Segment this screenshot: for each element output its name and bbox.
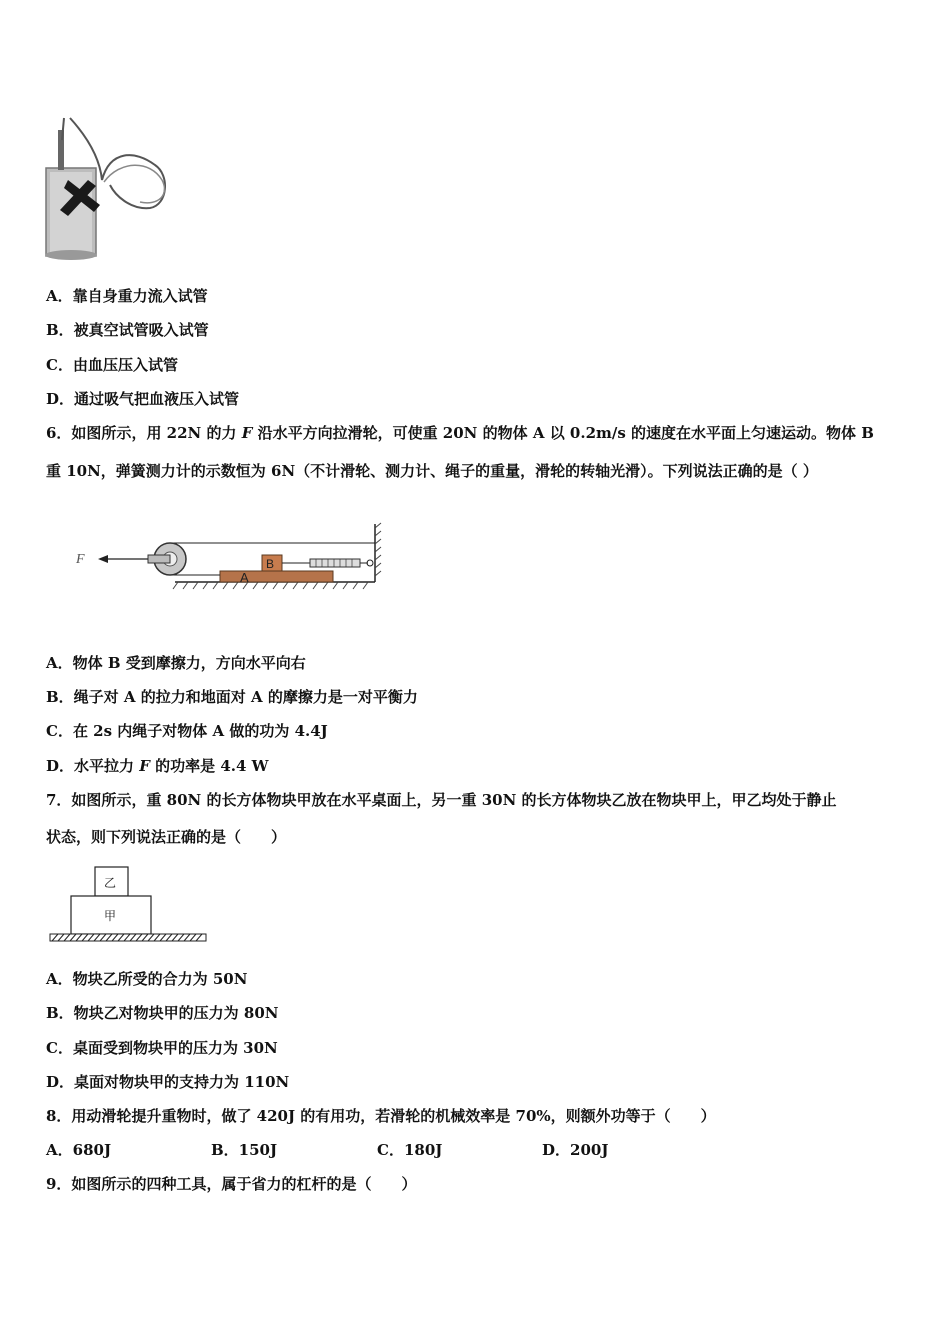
q6-stem-line1: 6．如图所示，用 22N 的力 F 沿水平方向拉滑轮，可使重 20N 的物体 A 以 0.2m/s 的速度在水平面上匀速运动。物体 B (46, 424, 874, 442)
q6-stem-line2: 重 10N，弹簧测力计的示数恒为 6N（不计滑轮、测力计、绳子的重量，滑轮的转轴光滑）。下列说法正确的是（ ） (46, 462, 818, 480)
force-f-label: F (76, 552, 85, 567)
q6-option-b: B．绳子对 A 的拉力和地面对 A 的摩擦力是一对平衡力 (46, 688, 418, 706)
pulley-figure (70, 520, 390, 595)
block-a (220, 571, 333, 582)
blood-tube-figure (40, 110, 180, 260)
q5-option-b: B．被真空试管吸入试管 (46, 321, 209, 339)
q7-stem-line2: 状态，则下列说法正确的是（ ） (46, 828, 287, 846)
q9-stem: 9．如图所示的四种工具，属于省力的杠杆的是（ ） (46, 1175, 417, 1193)
q7-option-a: A．物块乙所受的合力为 50N (46, 970, 248, 988)
q8-option-c: C．180J (377, 1141, 443, 1159)
block-jia-label: 甲 (104, 909, 117, 923)
block-a-label: A (240, 570, 249, 585)
q6-option-c: C．在 2s 内绳子对物体 A 做的功为 4.4J (46, 722, 328, 740)
q6-option-a: A．物体 B 受到摩擦力，方向水平向右 (46, 654, 306, 672)
q8-option-a: A．680J (46, 1141, 112, 1159)
q5-option-c: C．由血压压入试管 (46, 356, 178, 374)
stacked-blocks-figure (46, 862, 211, 947)
q7-stem-line1: 7．如图所示，重 80N 的长方体物块甲放在水平桌面上，另一重 30N 的长方体物块乙放在物块甲上，甲乙均处于静止 (46, 791, 837, 809)
block-yi-label: 乙 (104, 876, 117, 890)
q5-option-a: A．靠自身重力流入试管 (46, 287, 208, 305)
block-b-label: B (266, 557, 275, 571)
q7-option-d: D．桌面对物块甲的支持力为 110N (46, 1073, 290, 1091)
q7-option-b: B．物块乙对物块甲的压力为 80N (46, 1004, 279, 1022)
spring-scale (310, 559, 360, 567)
q5-option-d: D．通过吸气把血液压入试管 (46, 390, 240, 408)
q8-option-d: D．200J (542, 1141, 609, 1159)
q6-option-d: D．水平拉力 F 的功率是 4.4 W (46, 757, 269, 775)
q8-stem: 8．用动滑轮提升重物时，做了 420J 的有用功，若滑轮的机械效率是 70%，则额外功等于（ ） (46, 1107, 716, 1125)
q7-option-c: C．桌面受到物块甲的压力为 30N (46, 1039, 278, 1057)
q8-option-b: B．150J (211, 1141, 278, 1159)
